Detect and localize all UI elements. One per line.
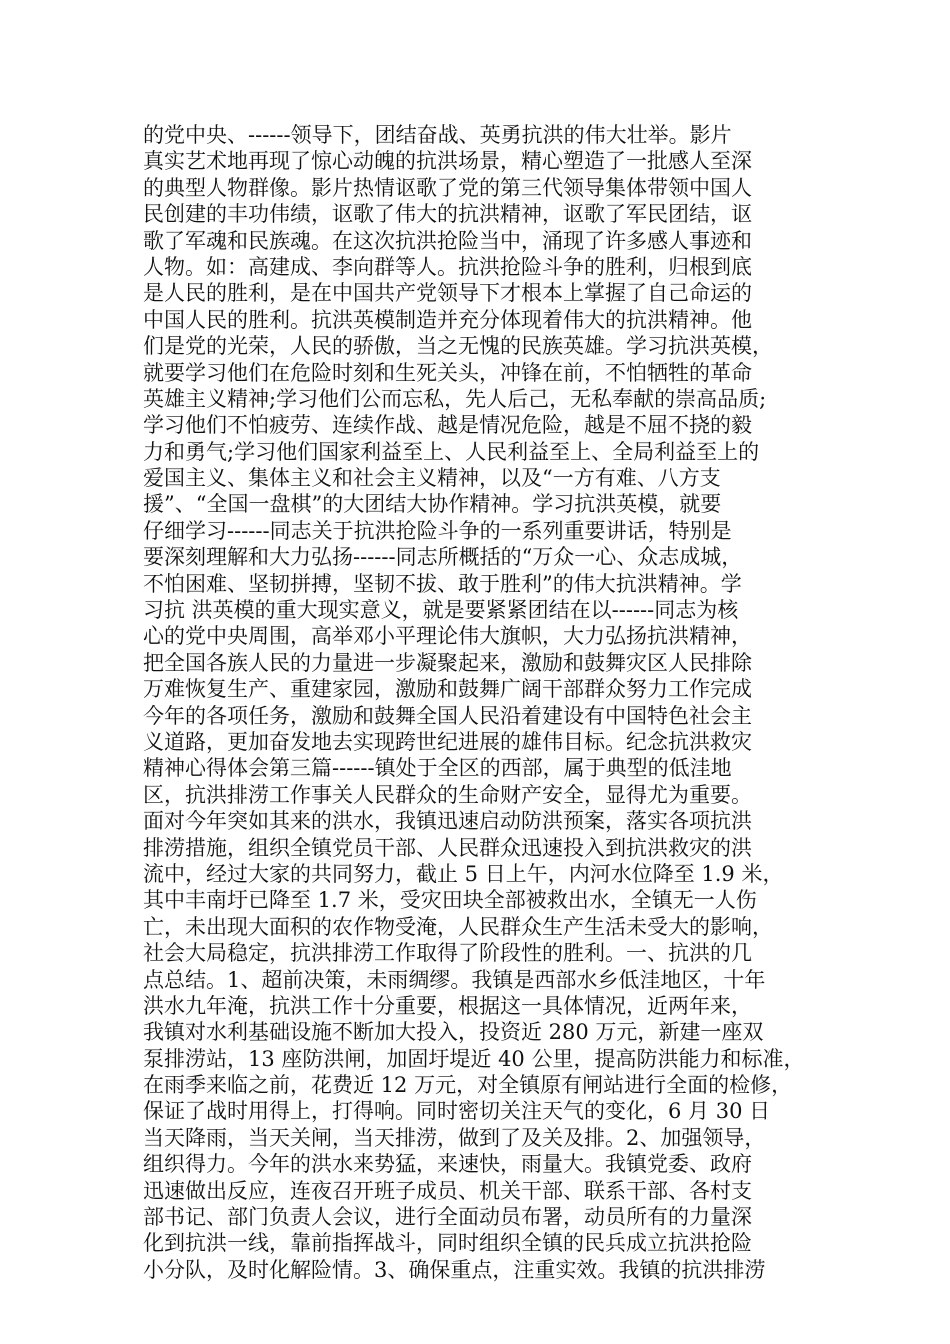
text-line: 其中丰南圩已降至 1.7 米，受灾田块全部被救出水，全镇无一人伤 (143, 888, 757, 913)
text-line: 流中，经过大家的共同努力，截止 5 日上午，内河水位降至 1.9 米， (143, 861, 784, 886)
text-line: 洪水九年淹，抗洪工作十分重要，根据这一具体情况，近两年来， (143, 993, 752, 1018)
text-line: 民创建的丰功伟绩，讴歌了伟大的抗洪精神，讴歌了军民团结，讴 (143, 202, 752, 227)
text-line: 在雨季来临之前，花费近 12 万元，对全镇原有闸站进行全面的检修， (143, 1073, 793, 1098)
text-line: 保证了战时用得上，打得响。同时密切关注天气的变化，6 月 30 日 (143, 1099, 771, 1124)
text-line: 歌了军魂和民族魂。在这次抗洪抢险当中，涌现了许多感人事迹和 (143, 228, 752, 253)
text-line: 精神心得体会第三篇------镇处于全区的西部，属于典型的低洼地 (143, 756, 732, 781)
text-line: 部书记、部门负责人会议，进行全面动员布署，动员所有的力量深 (143, 1205, 752, 1230)
text-line: 仔细学习------同志关于抗洪抢险斗争的一系列重要讲话，特别是 (143, 518, 732, 543)
text-line: 爱国主义、集体主义和社会主义精神，以及“一方有难、八方支 (143, 466, 721, 491)
text-line: 人物。如：高建成、李向群等人。抗洪抢险斗争的胜利，归根到底 (143, 254, 752, 279)
text-line: 们是党的光荣，人民的骄傲，当之无愧的民族英雄。学习抗洪英模， (143, 334, 773, 359)
text-line: 习抗 洪英模的重大现实意义，就是要紧紧团结在以------同志为核 (143, 598, 739, 623)
text-line: 学习他们不怕疲劳、连续作战、越是情况危险，越是不屈不挠的毅 (143, 413, 752, 438)
text-line: 的党中央、------领导下，团结奋战、英勇抗洪的伟大壮举。影片 (143, 123, 732, 147)
text-line: 我镇对水利基础设施不断加大投入，投资近 280 万元，新建一座双 (143, 1020, 764, 1045)
text-line: 要深刻理解和大力弘扬------同志所概括的“万众一心、众志成城， (143, 545, 743, 570)
text-line: 中国人民的胜利。抗洪英模制造并充分体现着伟大的抗洪精神。他 (143, 307, 752, 332)
text-line: 把全国各族人民的力量进一步凝聚起来，激励和鼓舞灾区人民排除 (143, 650, 752, 675)
text-line: 社会大局稳定，抗洪排涝工作取得了阶段性的胜利。一、抗洪的几 (143, 941, 752, 966)
text-line: 点总结。1、超前决策，未雨绸缪。我镇是西部水乡低洼地区，十年 (143, 967, 766, 992)
text-line: 不怕困难、坚韧拼搏，坚韧不拔、敢于胜利”的伟大抗洪精神。学 (143, 571, 742, 596)
text-line: 排涝措施，组织全镇党员干部、人民群众迅速投入到抗洪救灾的洪 (143, 835, 752, 860)
text-line: 化到抗洪一线，靠前指挥战斗，同时组织全镇的民兵成立抗洪抢险 (143, 1231, 752, 1256)
text-line: 是人民的胜利，是在中国共产党领导下才根本上掌握了自己命运的 (143, 281, 752, 306)
text-line: 面对今年突如其来的洪水，我镇迅速启动防洪预案，落实各项抗洪 (143, 809, 752, 834)
text-line: 的典型人物群像。影片热情讴歌了党的第三代领导集体带领中国人 (143, 175, 752, 200)
text-line: 亡，未出现大面积的农作物受淹，人民群众生产生活未受大的影响， (143, 914, 773, 939)
text-line: 组织得力。今年的洪水来势猛，来速快，雨量大。我镇党委、政府 (143, 1152, 752, 1177)
text-line: 当天降雨，当天关闸，当天排涝，做到了及关及排。2、加强领导， (143, 1125, 766, 1150)
text-line: 迅速做出反应，连夜召开班子成员、机关干部、联系干部、各村支 (143, 1178, 752, 1203)
text-line: 今年的各项任务，激励和鼓舞全国人民沿着建设有中国特色社会主 (143, 703, 752, 728)
text-line: 真实艺术地再现了惊心动魄的抗洪场景，精心塑造了一批感人至深 (143, 149, 752, 174)
text-line: 义道路，更加奋发地去实现跨世纪进展的雄伟目标。纪念抗洪救灾 (143, 729, 752, 754)
text-line: 心的党中央周围，高举邓小平理论伟大旗帜，大力弘扬抗洪精神， (143, 624, 752, 649)
text-line: 就要学习他们在危险时刻和生死关头，冲锋在前，不怕牺牲的革命 (143, 360, 752, 385)
text-line: 英雄主义精神;学习他们公而忘私，先人后己，无私奉献的崇高品质; (143, 386, 767, 411)
text-line: 区，抗洪排涝工作事关人民群众的生命财产安全，显得尤为重要。 (143, 782, 752, 807)
text-line: 万难恢复生产、重建家园，激励和鼓舞广阔干部群众努力工作完成 (143, 677, 752, 702)
text-line: 力和勇气;学习他们国家利益至上、人民利益至上、全局利益至上的 (143, 439, 760, 464)
body-text (143, 122, 833, 1283)
text-line: 援”、“全国一盘棋”的大团结大协作精神。学习抗洪英模，就要 (143, 492, 722, 517)
text-line: 泵排涝站，13 座防洪闸，加固圩堤近 40 公里，提高防洪能力和标准， (143, 1046, 805, 1071)
text-line: 小分队，及时化解险情。3、确保重点，注重实效。我镇的抗洪排涝 (143, 1257, 766, 1282)
